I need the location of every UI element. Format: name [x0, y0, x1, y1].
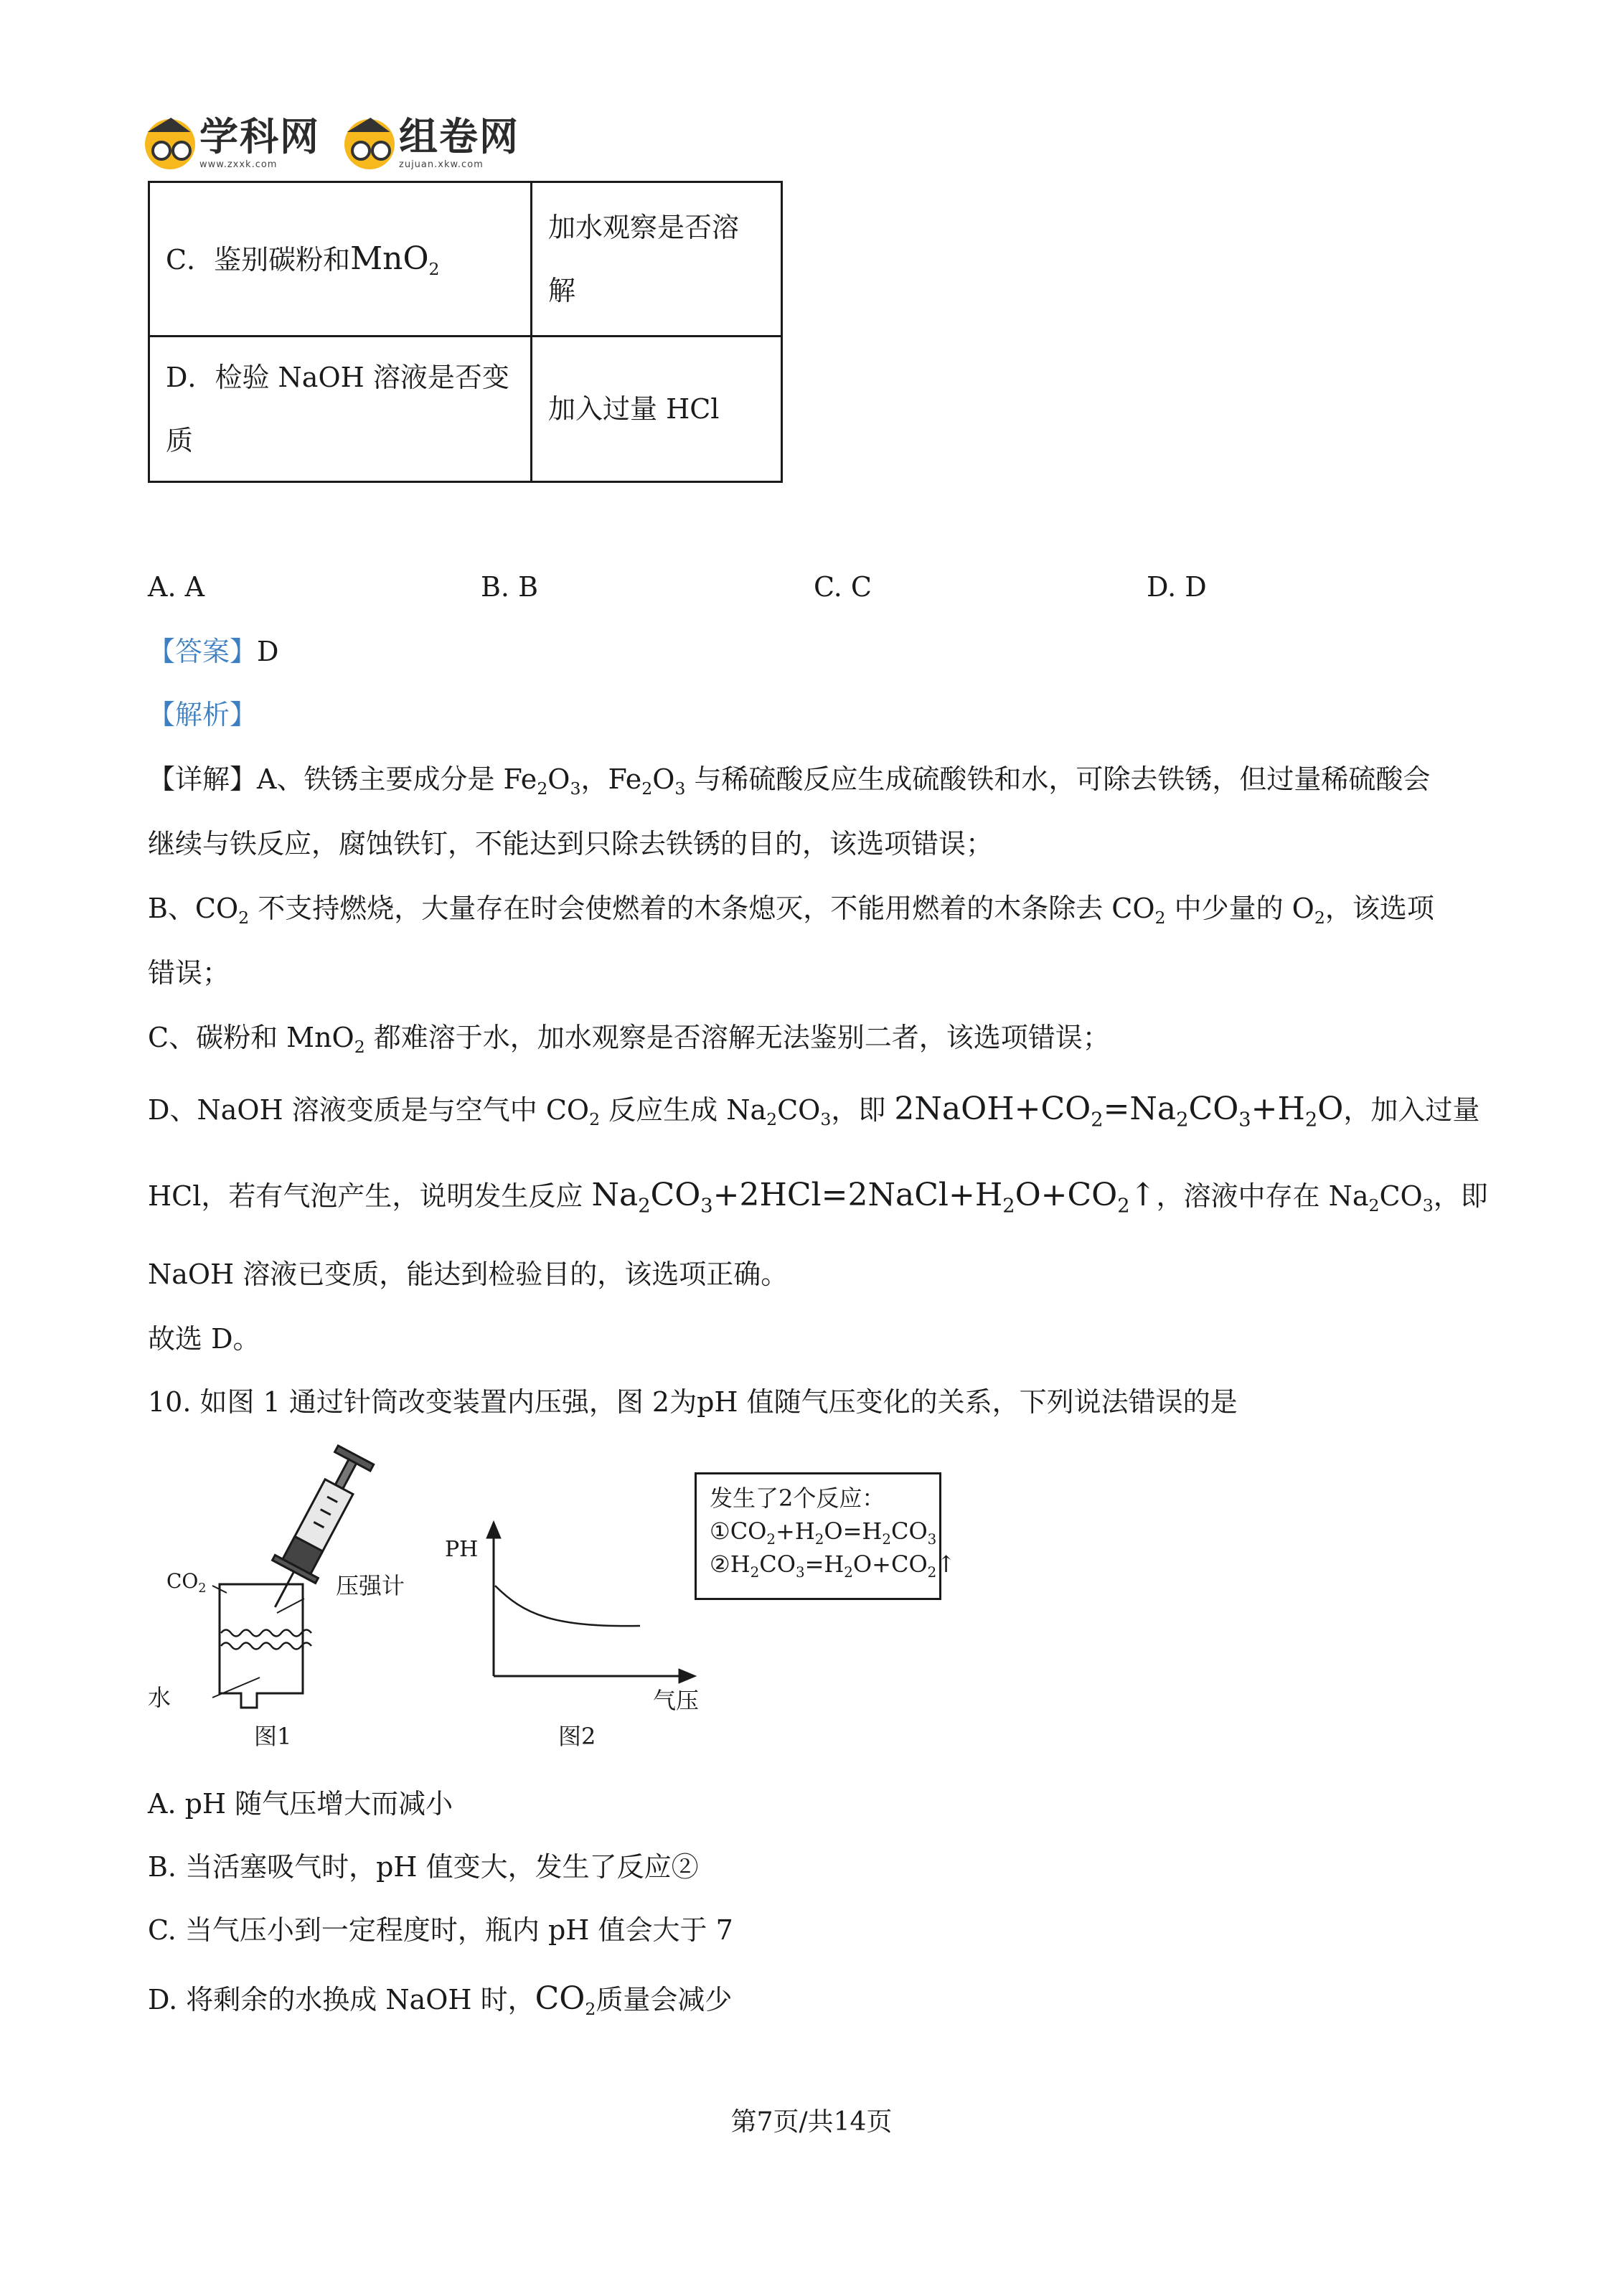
answer-value: D [257, 636, 279, 667]
equation: $Na_2CO_3+2HCl=2NaCl+H_2O+CO_2↑$ [591, 1177, 1157, 1218]
detail-paragraph: 故选 D。 [148, 1323, 260, 1355]
option-d: D. D [1147, 571, 1207, 603]
header-logos [145, 115, 519, 179]
detail-paragraph: D、NaOH 溶液变质是与空气中 $CO_2$ 反应生成 $Na_2CO_3$，即 $2NaOH+CO_2=Na_2CO_3+H_2O$，加入过量 [148, 1091, 1480, 1131]
question-10-stem: 10. 如图 1 通过针筒改变装置内压强，图 2为pH 值随气压变化的关系，下列说法错误的是 [148, 1386, 1238, 1418]
table-cell: C．鉴别碳粉和MnO$_2$ [149, 182, 532, 337]
detail-paragraph: HCl，若有气泡产生，说明发生反应 $Na_2CO_3+2HCl=2NaCl+H_2O+CO_2↑$，溶液中存在 $Na_2CO_3$，即 [148, 1177, 1488, 1218]
q10-option-a: A. pH 随气压增大而减小 [148, 1788, 453, 1820]
detail-paragraph: 继续与铁反应，腐蚀铁钉，不能达到只除去铁锈的目的，该选项错误； [148, 828, 994, 860]
fig2-caption: 图2 [558, 1723, 596, 1750]
logo-url: zujuan.xkw.com [399, 159, 484, 170]
answer-line [148, 633, 278, 670]
logo-name: 学科网 [199, 114, 320, 159]
fig2-ylabel: PH [445, 1537, 479, 1562]
ph-curve [495, 1586, 640, 1626]
equation: $2NaOH+CO_2=Na_2CO_3+H_2O$ [894, 1091, 1344, 1131]
detail-paragraph: C、碳粉和 MnO$_2$ 都难溶于水，加水观察是否溶解无法鉴别二者，该选项错误； [148, 1022, 1110, 1058]
options-table [148, 181, 783, 483]
answer-label: 【答案】 [148, 636, 258, 667]
table-row [149, 337, 782, 482]
reaction-2: $②H_2CO_3=H_2O+CO_2↑$ [710, 1551, 956, 1581]
table-row [149, 182, 782, 337]
logo-url: www.zxxk.com [199, 159, 278, 170]
reactions-title: 发生了2个反应： [710, 1485, 885, 1512]
fig1-water-label: 水 [148, 1684, 171, 1711]
table-cell: 加水观察是否溶 解 [532, 182, 782, 337]
table-cell: D．检验 NaOH 溶液是否变 质 [149, 337, 532, 482]
q10-option-d: D. 将剩余的水换成 NaOH 时，$CO_2$质量会减少 [148, 1980, 733, 2020]
analysis-label: 【解析】 [148, 699, 258, 730]
mascot-icon [145, 119, 195, 169]
q10-option-c: C. 当气压小到一定程度时，瓶内 pH 值会大于 7 [148, 1914, 733, 1946]
logo-zxxk [145, 115, 320, 171]
logo-zujuan [344, 115, 519, 171]
fig1-caption: 图1 [254, 1723, 292, 1750]
mascot-icon [344, 119, 395, 169]
option-c: C. C [814, 571, 872, 603]
figure-2-ph-graph [445, 1507, 703, 1693]
reactions-box [695, 1472, 956, 1600]
detail-paragraph: NaOH 溶液已变质，能达到检验目的，该选项正确。 [148, 1258, 789, 1290]
page-number: 第7页/共14页 [730, 2107, 893, 2137]
option-b: B. B [481, 571, 539, 603]
q10-option-b: B. 当活塞吸气时，pH 值变大，发生了反应② [148, 1851, 699, 1883]
detail-paragraph: 【详解】A、铁锈主要成分是 $Fe_2O_3$，$Fe_2O_3$ 与稀硫酸反应生成硫酸铁和水，可除去铁锈，但过量稀硫酸会 [148, 763, 1431, 799]
option-a: A. A [148, 571, 205, 603]
fig2-xlabel: 气压 [653, 1687, 700, 1714]
logo-name: 组卷网 [399, 114, 519, 159]
detail-paragraph: B、$CO_2$ 不支持燃烧，大量存在时会使燃着的木条熄灭，不能用燃着的木条除去 $CO_2$ 中少量的 $O_2$，该选项 [148, 893, 1434, 928]
fig1-co2-label: $CO_2$ [166, 1569, 207, 1596]
fig1-gauge-label: 压强计 [336, 1572, 405, 1599]
detail-paragraph: 错误； [148, 957, 230, 989]
reaction-1: $①CO_2+H_2O=H_2CO_3$ [710, 1518, 937, 1548]
table-cell: 加入过量 HCl [532, 337, 782, 482]
